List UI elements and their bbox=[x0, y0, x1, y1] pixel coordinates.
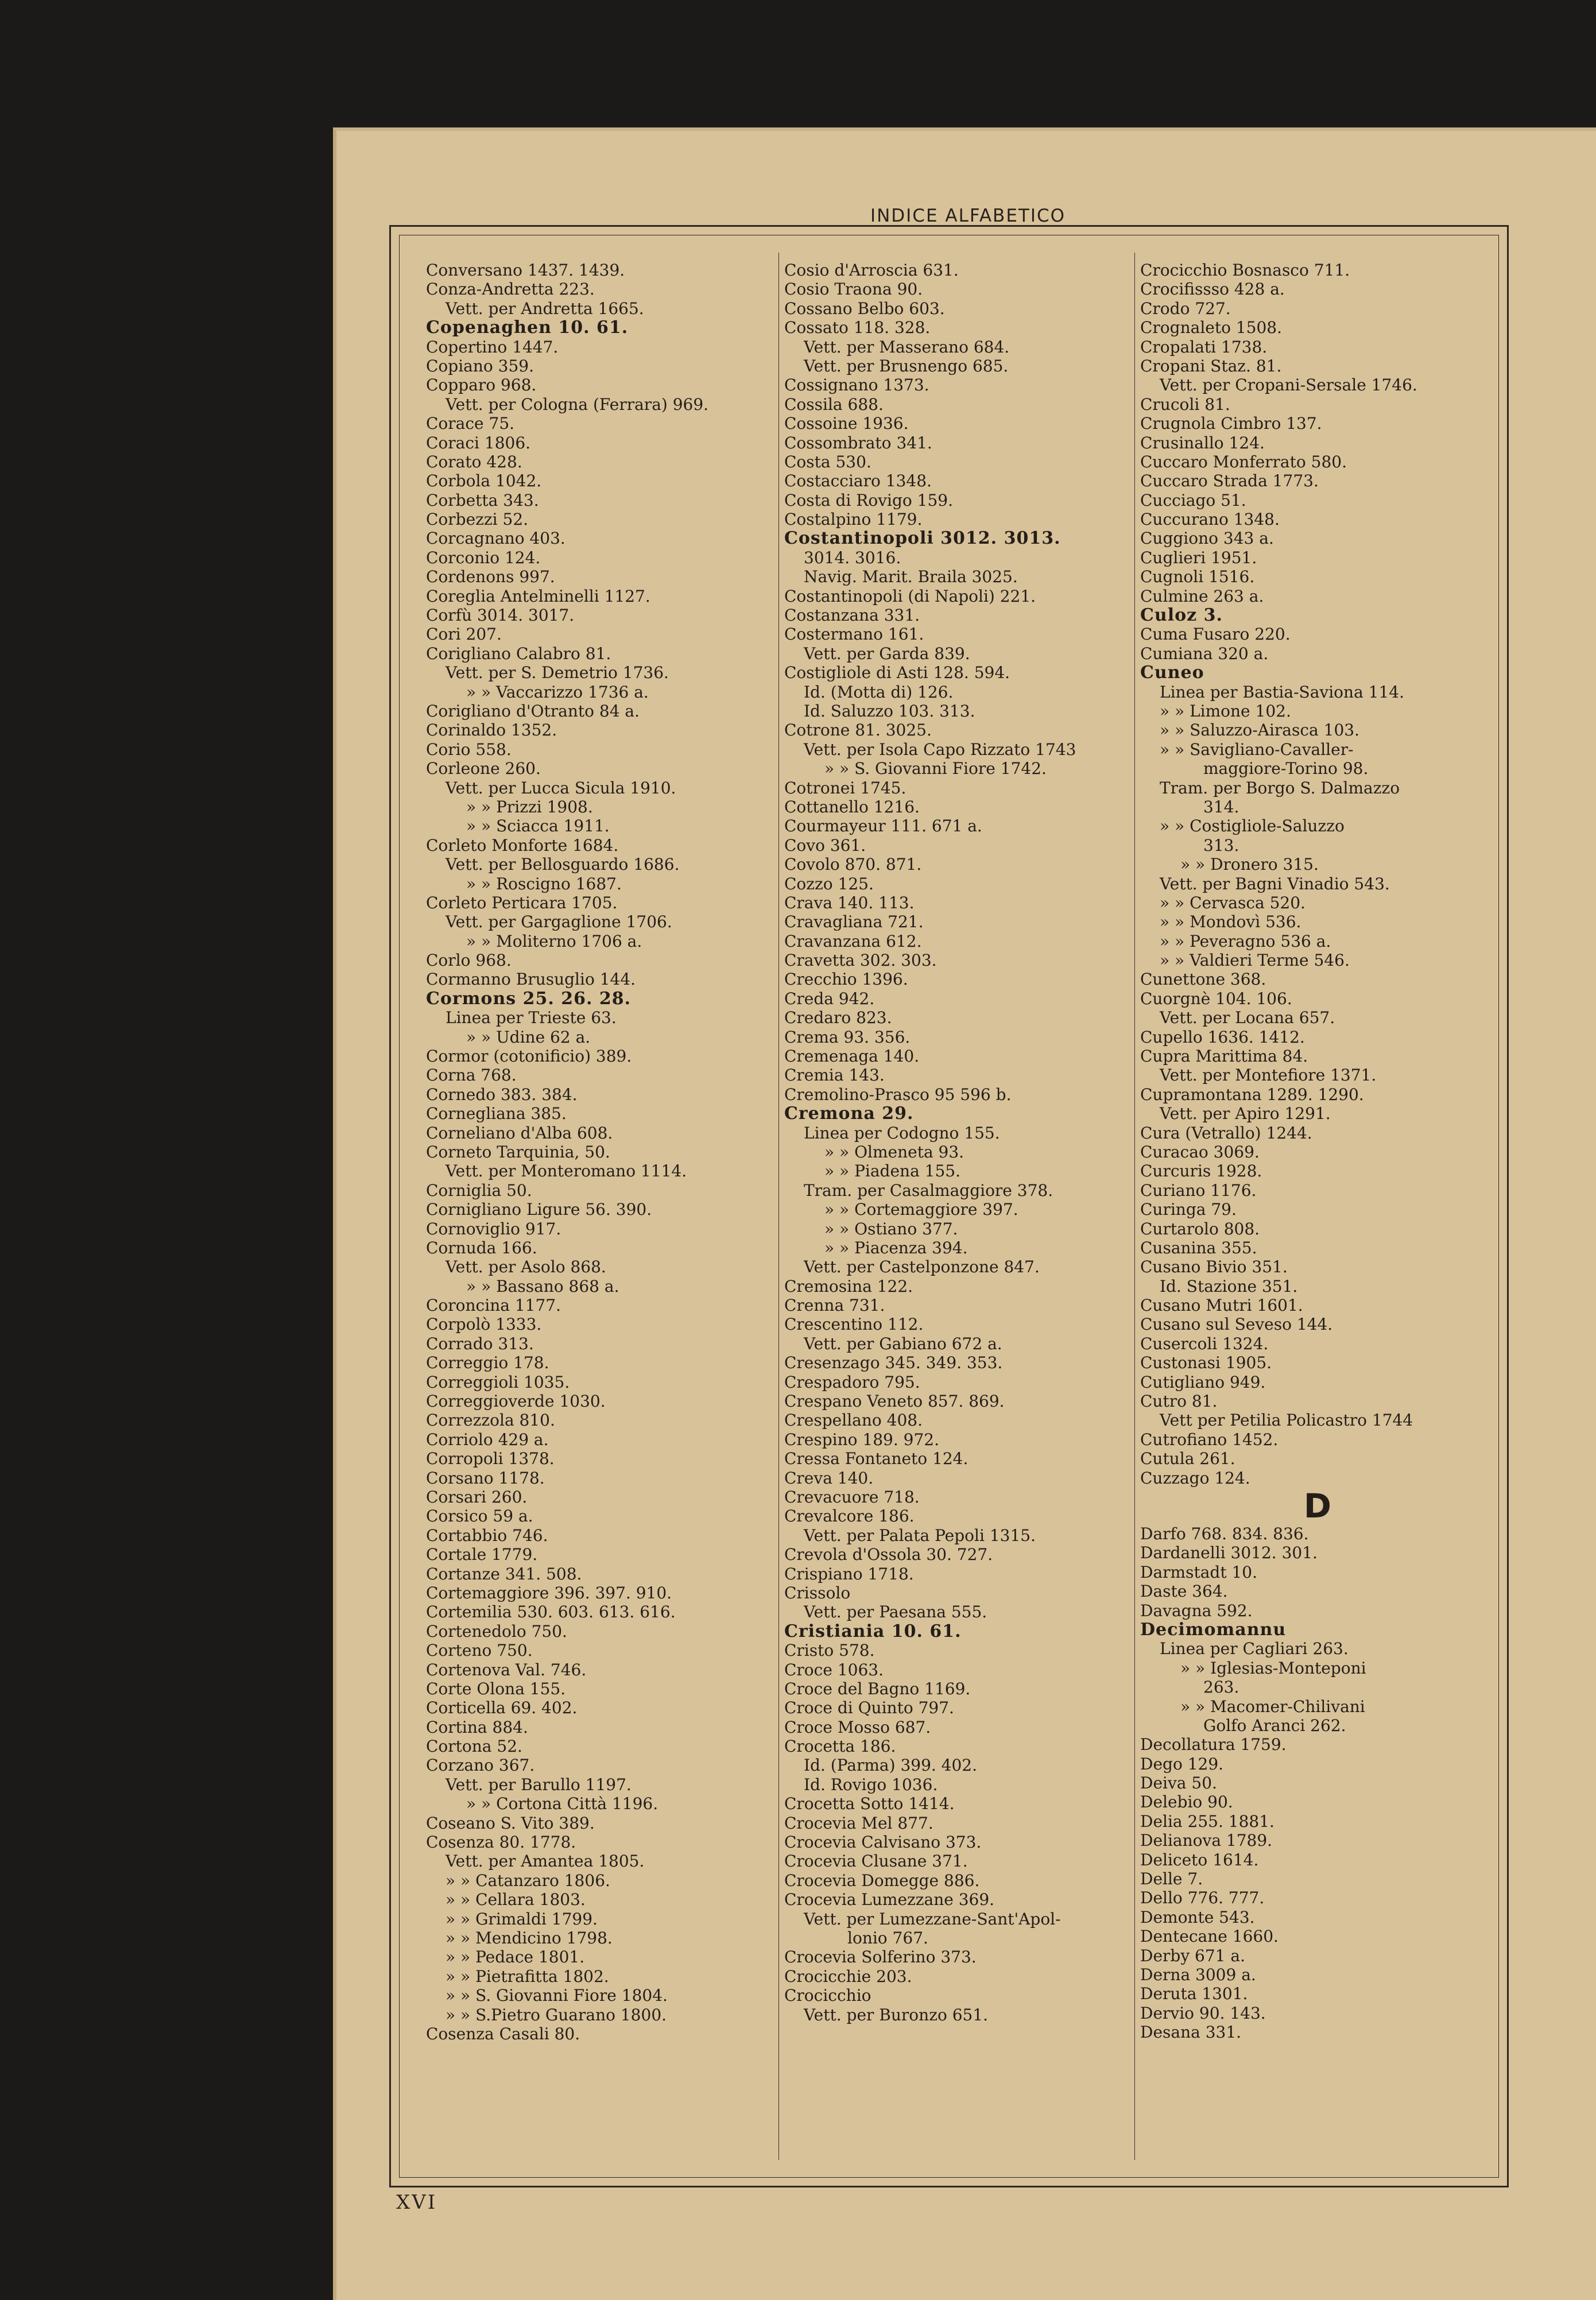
index-entry: Cropalati 1738. bbox=[1140, 337, 1268, 357]
index-entry: Cossano Belbo 603. bbox=[784, 299, 945, 318]
index-entry: Cottanello 1216. bbox=[784, 797, 920, 816]
index-entry: Corigliano Calabro 81. bbox=[426, 644, 611, 663]
index-entry: » » Udine 62 a. bbox=[466, 1027, 591, 1047]
index-entry: Coreglia Antelminelli 1127. bbox=[426, 586, 650, 606]
index-entry: Corfù 3014. 3017. bbox=[426, 606, 575, 625]
index-entry: Coseano S. Vito 389. bbox=[426, 1813, 595, 1833]
index-entry: Correggioverde 1030. bbox=[426, 1392, 606, 1411]
index-entry: Crenna 731. bbox=[784, 1296, 885, 1315]
index-entry: Vett. per Bellosguardo 1686. bbox=[446, 855, 680, 874]
index-entry: Linea per Trieste 63. bbox=[446, 1008, 617, 1028]
index-entry: Crocicchie 203. bbox=[784, 1966, 912, 1986]
index-entry: Id. (Parma) 399. 402. bbox=[804, 1756, 978, 1775]
index-entry: Culmine 263 a. bbox=[1140, 586, 1264, 606]
index-entry: Vett. per Lumezzane-Sant'Apol- bbox=[804, 1909, 1061, 1929]
index-entry: Costermano 161. bbox=[784, 625, 924, 644]
index-entry: » » Macomer-Chilivani bbox=[1180, 1697, 1365, 1716]
index-entry: Crugnola Cimbro 137. bbox=[1140, 414, 1322, 433]
index-entry: » » Bassano 868 a. bbox=[466, 1276, 619, 1296]
index-entry: » » Pedace 1801. bbox=[446, 1947, 585, 1967]
index-entry: Cossoine 1936. bbox=[784, 414, 909, 433]
index-entry: Cortemaggiore 396. 397. 910. bbox=[426, 1583, 672, 1602]
index-entry: Cormor (cotonificio) 389. bbox=[426, 1047, 632, 1066]
index-entry: Covolo 870. 871. bbox=[784, 855, 922, 874]
index-entry: Crusinallo 124. bbox=[1140, 433, 1265, 452]
index-entry: Crespellano 408. bbox=[784, 1411, 923, 1430]
index-entry: Cristo 578. bbox=[784, 1641, 875, 1660]
index-entry: Cossato 118. 328. bbox=[784, 318, 931, 338]
index-entry: Corlo 968. bbox=[426, 951, 512, 970]
index-entry: Cremia 143. bbox=[784, 1066, 885, 1085]
index-entry: Correggio 178. bbox=[426, 1353, 549, 1373]
index-entry: Cravetta 302. 303. bbox=[784, 951, 937, 970]
index-entry: Vett. per Asolo 868. bbox=[446, 1257, 606, 1277]
index-entry: Cortabbio 746. bbox=[426, 1525, 548, 1545]
index-entry: » » Limone 102. bbox=[1160, 701, 1291, 721]
index-entry: Crocetta Sotto 1414. bbox=[784, 1794, 955, 1814]
index-entry: Dervio 90. 143. bbox=[1140, 2003, 1266, 2023]
index-entry: Creda 942. bbox=[784, 989, 875, 1008]
index-entry: Vett. per Garda 839. bbox=[804, 644, 970, 663]
index-entry: Davagna 592. bbox=[1140, 1601, 1253, 1620]
index-entry: » » Grimaldi 1799. bbox=[446, 1909, 598, 1929]
index-entry: Corleto Monforte 1684. bbox=[426, 835, 619, 855]
index-entry: » » Cortona Città 1196. bbox=[466, 1794, 658, 1814]
index-entry: Correzzola 810. bbox=[426, 1411, 555, 1430]
index-entry: » » Piacenza 394. bbox=[824, 1238, 968, 1257]
index-entry: Crespadoro 795. bbox=[784, 1372, 920, 1392]
index-entry: 3014. 3016. bbox=[804, 548, 901, 567]
index-entry: Cornoviglio 917. bbox=[426, 1219, 561, 1238]
index-entry: Costa 530. bbox=[784, 452, 871, 471]
index-entry: Crocevia Lumezzane 369. bbox=[784, 1890, 995, 1910]
index-entry: Cortale 1779. bbox=[426, 1545, 538, 1565]
index-entry: » » Peveragno 536 a. bbox=[1160, 931, 1331, 951]
index-entry: Crevola d'Ossola 30. 727. bbox=[784, 1545, 993, 1565]
index-entry: Crava 140. 113. bbox=[784, 893, 915, 912]
index-entry: Vett. per Gabiano 672 a. bbox=[804, 1334, 1002, 1353]
section-letter: D bbox=[1303, 1488, 1332, 1524]
index-entry: Vett. per Paesana 555. bbox=[804, 1602, 987, 1622]
index-entry: » » Catanzaro 1806. bbox=[446, 1871, 610, 1890]
index-entry: » » Dronero 315. bbox=[1180, 855, 1319, 874]
index-entry: Vett. per Castelponzone 847. bbox=[804, 1257, 1040, 1277]
index-entry: Deruta 1301. bbox=[1140, 1984, 1248, 2004]
index-entry: Cortona 52. bbox=[426, 1737, 522, 1756]
index-entry: Costanzana 331. bbox=[784, 606, 920, 625]
index-entry: Crucoli 81. bbox=[1140, 394, 1230, 414]
index-entry: Cormons 25. 26. 28. bbox=[426, 989, 632, 1009]
index-entry: Daste 364. bbox=[1140, 1582, 1228, 1601]
index-entry: Cori 207. bbox=[426, 625, 502, 644]
index-entry: Corinaldo 1352. bbox=[426, 721, 557, 740]
index-entry: Corteno 750. bbox=[426, 1641, 533, 1660]
index-entry: Cossombrato 341. bbox=[784, 433, 932, 452]
index-entry: Cravanzana 612. bbox=[784, 931, 922, 951]
index-entry: Crocicchio Bosnasco 711. bbox=[1140, 261, 1350, 280]
index-entry: » » Roscigno 1687. bbox=[466, 874, 622, 893]
index-entry: Vett per Petilia Policastro 1744 bbox=[1160, 1411, 1413, 1430]
index-entry: Cuggiono 343 a. bbox=[1140, 529, 1274, 548]
index-entry: Vett. per Amantea 1805. bbox=[446, 1852, 645, 1871]
index-entry: Corio 558. bbox=[426, 739, 512, 759]
index-entry: Corleone 260. bbox=[426, 759, 541, 779]
index-entry: Copenaghen 10. 61. bbox=[426, 318, 629, 338]
index-entry: Linea per Cagliari 263. bbox=[1160, 1639, 1349, 1659]
index-entry: Cuccurano 1348. bbox=[1140, 510, 1280, 529]
index-entry: Cusanina 355. bbox=[1140, 1238, 1257, 1257]
index-entry: Golfo Aranci 262. bbox=[1203, 1716, 1346, 1735]
index-entry: Cosenza 80. 1778. bbox=[426, 1833, 576, 1852]
index-entry: Croce 1063. bbox=[784, 1660, 884, 1679]
index-entry: Curacao 3069. bbox=[1140, 1142, 1260, 1161]
index-entry: Costigliole di Asti 128. 594. bbox=[784, 663, 1010, 683]
index-entry: » » Savigliano-Cavaller- bbox=[1160, 739, 1354, 759]
index-entry: Cortina 884. bbox=[426, 1717, 528, 1737]
index-entry: Dentecane 1660. bbox=[1140, 1927, 1279, 1946]
index-entry: Cunettone 368. bbox=[1140, 970, 1266, 989]
index-entry: Croce del Bagno 1169. bbox=[784, 1679, 971, 1698]
index-entry: Corniglia 50. bbox=[426, 1180, 532, 1200]
index-entry: Tram. per Casalmaggiore 378. bbox=[804, 1180, 1053, 1200]
index-entry: Copiano 359. bbox=[426, 356, 534, 375]
index-entry: Costantinopoli (di Napoli) 221. bbox=[784, 586, 1036, 606]
index-entry: Dello 776. 777. bbox=[1140, 1888, 1265, 1908]
index-entry: Corsano 1178. bbox=[426, 1468, 545, 1488]
index-entry: Corsico 59 a. bbox=[426, 1507, 533, 1526]
index-entry: Cuma Fusaro 220. bbox=[1140, 625, 1291, 644]
index-entry: Costantinopoli 3012. 3013. bbox=[784, 529, 1061, 548]
index-entry: Crespano Veneto 857. 869. bbox=[784, 1392, 1005, 1411]
index-entry: Corbezzi 52. bbox=[426, 510, 529, 529]
index-page bbox=[333, 127, 1596, 2300]
index-entry: Curiano 1176. bbox=[1140, 1180, 1257, 1200]
index-entry: Cutigliano 949. bbox=[1140, 1372, 1266, 1392]
index-entry: Cresenzago 345. 349. 353. bbox=[784, 1353, 1003, 1373]
index-entry: Crecchio 1396. bbox=[784, 970, 908, 989]
page-frame bbox=[389, 225, 1509, 2187]
index-entry: Crema 93. 356. bbox=[784, 1027, 911, 1047]
index-entry: Vett. per Montefiore 1371. bbox=[1160, 1066, 1377, 1085]
index-entry: Cortanze 341. 508. bbox=[426, 1564, 582, 1583]
index-entry: Crodo 727. bbox=[1140, 299, 1231, 318]
index-entry: Croce Mosso 687. bbox=[784, 1717, 931, 1737]
index-entry: Derna 3009 a. bbox=[1140, 1965, 1256, 1984]
index-entry: Cotronei 1745. bbox=[784, 778, 907, 797]
index-entry: Corticella 69. 402. bbox=[426, 1698, 578, 1718]
index-entry: Cornuda 166. bbox=[426, 1238, 537, 1257]
index-entry: Cusercoli 1324. bbox=[1140, 1334, 1269, 1353]
index-entry: Conversano 1437. 1439. bbox=[426, 261, 625, 280]
index-entry: Delianova 1789. bbox=[1140, 1831, 1273, 1850]
index-entry: » » S. Giovanni Fiore 1804. bbox=[446, 1986, 668, 2005]
index-entry: Corsari 260. bbox=[426, 1488, 528, 1507]
index-entry: Vett. per Barullo 1197. bbox=[446, 1775, 632, 1794]
index-entry: Cuzzago 124. bbox=[1140, 1468, 1250, 1488]
index-entry: » » Costigliole-Saluzzo bbox=[1160, 816, 1345, 836]
index-entry: Crocevia Domegge 886. bbox=[784, 1871, 980, 1890]
index-entry: Crognaleto 1508. bbox=[1140, 318, 1283, 338]
index-entry: Cordenons 997. bbox=[426, 567, 555, 587]
index-entry: Crevalcore 186. bbox=[784, 1507, 915, 1526]
index-entry: Cusano sul Seveso 144. bbox=[1140, 1315, 1333, 1334]
index-entry: Coroncina 1177. bbox=[426, 1296, 561, 1315]
index-entry: Custonasi 1905. bbox=[1140, 1353, 1272, 1373]
index-entry: Cortenova Val. 746. bbox=[426, 1660, 587, 1679]
index-entry: Corriolo 429 a. bbox=[426, 1430, 549, 1449]
index-column-2 bbox=[784, 261, 1139, 2024]
index-entry: Linea per Codogno 155. bbox=[804, 1123, 1000, 1143]
index-entry: Dardanelli 3012. 301. bbox=[1140, 1543, 1318, 1563]
index-entry: Corropoli 1378. bbox=[426, 1449, 555, 1469]
index-entry: Culoz 3. bbox=[1140, 606, 1223, 625]
index-entry: Cremosina 122. bbox=[784, 1276, 913, 1296]
index-entry: Derby 671 a. bbox=[1140, 1946, 1245, 1965]
index-entry: Corpolò 1333. bbox=[426, 1315, 542, 1334]
index-entry: Conza-Andretta 223. bbox=[426, 280, 595, 299]
index-entry: Deiva 50. bbox=[1140, 1774, 1217, 1793]
index-entry: Vett. per Bagni Vinadio 543. bbox=[1160, 874, 1390, 893]
index-entry: » » Prizzi 1908. bbox=[466, 797, 593, 816]
index-entry: Cortenedolo 750. bbox=[426, 1621, 567, 1641]
index-column-1 bbox=[426, 261, 781, 2043]
index-entry: » » Mendicino 1798. bbox=[446, 1928, 613, 1947]
inner-frame bbox=[399, 235, 1499, 2178]
index-entry: Cucciago 51. bbox=[1140, 490, 1246, 510]
index-entry: Delebio 90. bbox=[1140, 1792, 1233, 1812]
index-entry: » » Saluzzo-Airasca 103. bbox=[1160, 721, 1359, 740]
index-entry: Cosenza Casali 80. bbox=[426, 2024, 580, 2043]
index-entry: Costacciaro 1348. bbox=[784, 471, 932, 491]
index-entry: Crescentino 112. bbox=[784, 1315, 924, 1334]
index-entry: Costa di Rovigo 159. bbox=[784, 490, 954, 510]
index-entry: Cremenaga 140. bbox=[784, 1047, 920, 1066]
index-entry: Cosio Traona 90. bbox=[784, 280, 923, 299]
index-entry: Cressa Fontaneto 124. bbox=[784, 1449, 969, 1469]
index-entry: Corconio 124. bbox=[426, 548, 541, 567]
index-entry: Costalpino 1179. bbox=[784, 510, 923, 529]
index-entry: » » S.Pietro Guarano 1800. bbox=[446, 2005, 667, 2024]
index-entry: Id. Stazione 351. bbox=[1160, 1276, 1298, 1296]
index-entry: Cuneo bbox=[1140, 663, 1204, 683]
index-entry: Vett. per Lucca Sicula 1910. bbox=[446, 778, 676, 797]
index-entry: 313. bbox=[1203, 835, 1239, 855]
index-entry: Cropani Staz. 81. bbox=[1140, 356, 1282, 375]
index-entry: Corneliano d'Alba 608. bbox=[426, 1123, 613, 1143]
index-entry: Vett. per Cropani-Sersale 1746. bbox=[1160, 375, 1417, 395]
index-entry: Cremona 29. bbox=[784, 1104, 914, 1124]
index-entry: » » Pietrafitta 1802. bbox=[446, 1966, 609, 1986]
index-entry: Deliceto 1614. bbox=[1140, 1850, 1259, 1869]
index-entry: Cossila 688. bbox=[784, 394, 884, 414]
index-entry: » » Olmeneta 93. bbox=[824, 1142, 964, 1161]
index-entry: Delle 7. bbox=[1140, 1869, 1203, 1889]
index-entry: Correggioli 1035. bbox=[426, 1372, 570, 1392]
index-entry: Darfo 768. 834. 836. bbox=[1140, 1524, 1309, 1543]
index-entry: Cossignano 1373. bbox=[784, 375, 929, 395]
index-entry: 263. bbox=[1203, 1678, 1239, 1697]
index-entry: maggiore-Torino 98. bbox=[1203, 759, 1369, 779]
index-entry: » » Ostiano 377. bbox=[824, 1219, 958, 1238]
index-entry: Navig. Marit. Braila 3025. bbox=[804, 567, 1018, 587]
index-entry: Cremolino-Prasco 95 596 b. bbox=[784, 1085, 1012, 1104]
index-entry: Vett. per Cologna (Ferrara) 969. bbox=[446, 394, 709, 414]
index-entry: Copertino 1447. bbox=[426, 337, 559, 357]
index-entry: » » Cortemaggiore 397. bbox=[824, 1200, 1018, 1219]
index-entry: Cotrone 81. 3025. bbox=[784, 721, 932, 740]
index-entry: Cornegliana 385. bbox=[426, 1104, 567, 1124]
index-entry: Cosio d'Arroscia 631. bbox=[784, 261, 959, 280]
index-entry: Tram. per Borgo S. Dalmazzo bbox=[1160, 778, 1400, 797]
index-entry: lonio 767. bbox=[847, 1928, 928, 1947]
index-entry: Id. Saluzzo 103. 313. bbox=[804, 701, 975, 721]
index-entry: Cuglieri 1951. bbox=[1140, 548, 1257, 567]
index-entry: Cugnoli 1516. bbox=[1140, 567, 1255, 587]
index-column-3 bbox=[1140, 261, 1495, 2042]
index-entry: Decollatura 1759. bbox=[1140, 1735, 1287, 1755]
index-entry: Id. Rovigo 1036. bbox=[804, 1775, 938, 1794]
index-entry: Vett. per Buronzo 651. bbox=[804, 2005, 989, 2024]
index-entry: Corato 428. bbox=[426, 452, 522, 471]
index-entry: Covo 361. bbox=[784, 835, 866, 855]
index-entry: Vett. per Locana 657. bbox=[1160, 1008, 1335, 1028]
index-entry: Vett. per S. Demetrio 1736. bbox=[446, 663, 669, 683]
index-entry: Cutula 261. bbox=[1140, 1449, 1235, 1469]
index-entry: » » Piadena 155. bbox=[824, 1161, 961, 1181]
index-entry: Vett. per Isola Capo Rizzato 1743 bbox=[804, 739, 1076, 759]
index-entry: Vett. per Brusnengo 685. bbox=[804, 356, 1009, 375]
index-entry: Vett. per Gargaglione 1706. bbox=[446, 912, 672, 932]
index-entry: Crevacuore 718. bbox=[784, 1488, 920, 1507]
index-entry: Corna 768. bbox=[426, 1066, 517, 1085]
index-entry: » » Cervasca 520. bbox=[1160, 893, 1306, 912]
index-entry: Corbola 1042. bbox=[426, 471, 542, 491]
index-entry: Decimomannu bbox=[1140, 1620, 1287, 1640]
index-entry: Cozzo 125. bbox=[784, 874, 874, 893]
index-entry: Corcagnano 403. bbox=[426, 529, 565, 548]
index-entry: Linea per Bastia-Saviona 114. bbox=[1160, 682, 1405, 702]
index-entry: Vett. per Apiro 1291. bbox=[1160, 1104, 1331, 1124]
index-entry: Cuorgnè 104. 106. bbox=[1140, 989, 1292, 1008]
index-entry: Cravagliana 721. bbox=[784, 912, 924, 932]
index-entry: Corleto Perticara 1705. bbox=[426, 893, 618, 912]
index-entry: Cortemilia 530. 603. 613. 616. bbox=[426, 1602, 676, 1622]
index-entry: Dego 129. bbox=[1140, 1754, 1224, 1774]
index-entry: » » Valdieri Terme 546. bbox=[1160, 951, 1350, 970]
index-entry: Cormanno Brusuglio 144. bbox=[426, 970, 636, 989]
index-entry: Creva 140. bbox=[784, 1468, 874, 1488]
index-entry: Croce di Quinto 797. bbox=[784, 1698, 954, 1718]
index-entry: Cupello 1636. 1412. bbox=[1140, 1027, 1305, 1047]
index-entry: Darmstadt 10. bbox=[1140, 1562, 1257, 1582]
index-entry: Crispiano 1718. bbox=[784, 1564, 914, 1583]
index-entry: Crocevia Clusane 371. bbox=[784, 1852, 968, 1871]
index-entry: Corace 75. bbox=[426, 414, 515, 433]
index-entry: Cumiana 320 a. bbox=[1140, 644, 1269, 663]
index-entry: Cusano Mutri 1601. bbox=[1140, 1296, 1303, 1315]
index-entry: Corte Olona 155. bbox=[426, 1679, 566, 1698]
index-entry: Corbetta 343. bbox=[426, 490, 539, 510]
index-entry: Coraci 1806. bbox=[426, 433, 531, 452]
index-entry: Delia 255. 1881. bbox=[1140, 1811, 1275, 1831]
index-entry: Corneto Tarquinia, 50. bbox=[426, 1142, 610, 1161]
index-entry: Id. (Motta di) 126. bbox=[804, 682, 954, 702]
index-entry: Vett. per Palata Pepoli 1315. bbox=[804, 1525, 1036, 1545]
index-entry: Cornigliano Ligure 56. 390. bbox=[426, 1200, 652, 1219]
index-entry: Desana 331. bbox=[1140, 2023, 1242, 2042]
index-entry: Cupramontana 1289. 1290. bbox=[1140, 1085, 1364, 1104]
index-entry: Courmayeur 111. 671 a. bbox=[784, 816, 982, 836]
index-entry: Cristiania 10. 61. bbox=[784, 1621, 962, 1641]
index-entry: Cutrofiano 1452. bbox=[1140, 1430, 1279, 1449]
index-entry: Cupra Marittima 84. bbox=[1140, 1047, 1308, 1066]
index-entry: Cornedo 383. 384. bbox=[426, 1085, 578, 1104]
index-entry: Vett. per Monteromano 1114. bbox=[446, 1161, 687, 1181]
index-entry: 314. bbox=[1203, 797, 1239, 816]
index-entry: Crocevia Solferino 373. bbox=[784, 1947, 977, 1967]
index-entry: » » S. Giovanni Fiore 1742. bbox=[824, 759, 1047, 779]
page-header: INDICE ALFABETICO bbox=[870, 206, 1066, 226]
page-number: XVI bbox=[396, 2191, 437, 2214]
index-entry: Crocifissso 428 a. bbox=[1140, 280, 1285, 299]
index-entry: Cura (Vetrallo) 1244. bbox=[1140, 1123, 1312, 1143]
index-entry: » » Cellara 1803. bbox=[446, 1890, 586, 1910]
index-entry: » » Iglesias-Monteponi bbox=[1180, 1658, 1366, 1678]
index-entry: Crocevia Mel 877. bbox=[784, 1813, 933, 1833]
index-entry: Crissolo bbox=[784, 1583, 851, 1602]
index-entry: » » Mondovì 536. bbox=[1160, 912, 1301, 932]
index-entry: Demonte 543. bbox=[1140, 1907, 1255, 1927]
index-entry: Crocetta 186. bbox=[784, 1737, 896, 1756]
index-entry: » » Vaccarizzo 1736 a. bbox=[466, 682, 649, 702]
index-entry: Corzano 367. bbox=[426, 1756, 535, 1775]
index-entry: Copparo 968. bbox=[426, 375, 537, 395]
index-entry: Credaro 823. bbox=[784, 1008, 892, 1028]
index-entry: Vett. per Andretta 1665. bbox=[446, 299, 644, 318]
index-entry: Cutro 81. bbox=[1140, 1392, 1218, 1411]
index-entry: Crocevia Calvisano 373. bbox=[784, 1833, 982, 1852]
index-entry: Corigliano d'Otranto 84 a. bbox=[426, 701, 640, 721]
index-entry: » » Sciacca 1911. bbox=[466, 816, 610, 836]
index-entry: Curinga 79. bbox=[1140, 1200, 1237, 1219]
index-entry: » » Moliterno 1706 a. bbox=[466, 931, 642, 951]
index-entry: Corrado 313. bbox=[426, 1334, 534, 1353]
index-entry: Crocicchio bbox=[784, 1986, 871, 2005]
index-entry: Cusano Bivio 351. bbox=[1140, 1257, 1288, 1277]
index-entry: Curcuris 1928. bbox=[1140, 1161, 1262, 1181]
index-entry: Vett. per Masserano 684. bbox=[804, 337, 1010, 357]
index-entry: Curtarolo 808. bbox=[1140, 1219, 1260, 1238]
index-entry: Crespino 189. 972. bbox=[784, 1430, 940, 1449]
index-entry: Cuccaro Monferrato 580. bbox=[1140, 452, 1347, 471]
index-entry: Cuccaro Strada 1773. bbox=[1140, 471, 1319, 491]
